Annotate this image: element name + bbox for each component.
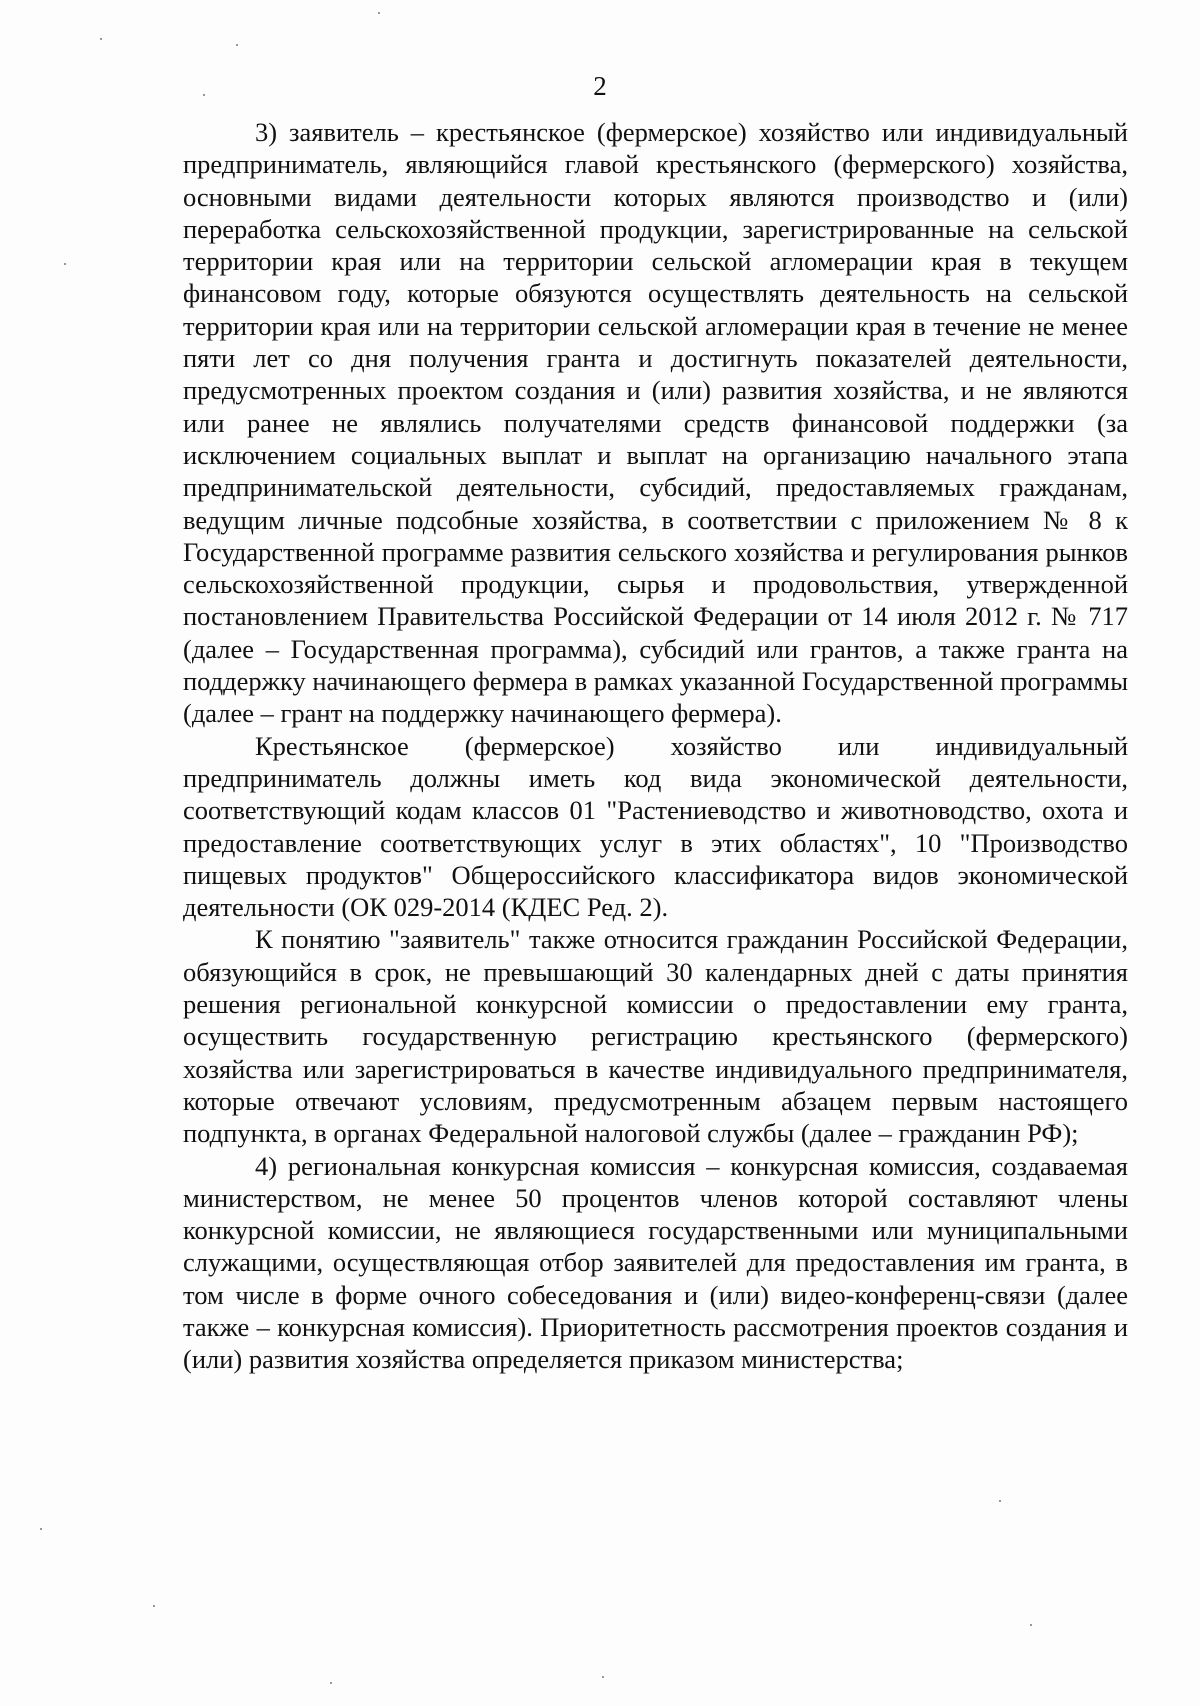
paragraph-applicant-citizen: К понятию "заявитель" также относится гражданин Российской Федерации, обязующийся в срок, не превышающий 30 календарных дней с даты принятия решения региональной конкурсной комиссии о предоставлении ему гранта, осуществить государственную регистрацию крестьянского (фермерского) хозяйства или зарегистрироваться в качестве индивидуального предпринимателя, которые отвечают условиям, предусмотренным абзацем первым настоящего подпункта, в органах Федеральной налоговой службы (далее – гражданин РФ); xyxy=(183,924,1128,1149)
scan-speck xyxy=(203,94,205,96)
scan-speck xyxy=(1030,1624,1032,1626)
scan-speck xyxy=(100,38,102,40)
paragraph-item-3-applicant: 3) заявитель – крестьянское (фермерское) хозяйство или индивидуальный предприниматель, являющийся главой крестьянского (фермерского) хозяйства, основными видами деятельности которых являются производство и (или) переработка сельскохозяйственной продукции, зарегистрированные на сельской территории края или на территории сельской агломерации края в текущем финансовом году, которые обязуются осуществлять деятельность на сельской территории края или на территории сельской агломерации края в течение не менее пяти лет со дня получения гранта и достигнуть показателей деятельности, предусмотренных проектом создания и (или) развития хозяйства, и не являются или ранее не являлись получателями средств финансовой поддержки (за исключением социальных выплат и выплат на организацию начального этапа предпринимательской деятельности, субсидий, предоставляемых гражданам, ведущим личные подсобные хозяйства, в соответствии с приложением № 8 к Государственной программе развития сельского хозяйства и регулирования рынков сельскохозяйственной продукции, сырья и продовольствия, утвержденной постановлением Правительства Российской Федерации от 14 июля 2012 г. № 717 (далее – Государственная программа), субсидий или грантов, а также гранта на поддержку начинающего фермера в рамках указанной Государственной программы (далее – грант на поддержку начинающего фермера). xyxy=(183,117,1129,729)
scan-speck xyxy=(153,1605,155,1607)
scan-speck xyxy=(64,263,66,265)
page-number: 2 xyxy=(593,71,607,101)
document-body xyxy=(183,116,1128,1376)
scan-speck xyxy=(999,1500,1001,1502)
paragraph-activity-code: Крестьянское (фермерское) хозяйство или индивидуальный предприниматель должны иметь код вида экономической деятельности, соответствующий кодам классов 01 "Растениеводство и животноводство, охота и предоставление соответствующих услуг в этих областях", 10 "Производство пищевых продуктов" Общероссийского классификатора видов экономической деятельности (ОК 029-2014 (КДЕС Ред. 2). xyxy=(183,730,1128,923)
scan-speck xyxy=(330,1682,332,1684)
scan-speck xyxy=(378,12,380,14)
paragraph-item-4-commission: 4) региональная конкурсная комиссия – конкурсная комиссия, создаваемая министерством, не менее 50 процентов членов которой составляют члены конкурсной комиссии, не являющиеся государственными или муниципальными служащими, осуществляющая отбор заявителей для предоставления им гранта, в том числе в форме очного собеседования и (или) видео-конференц-связи (далее также – конкурсная комиссия). Приоритетность рассмотрения проектов создания и (или) развития хозяйства определяется приказом министерства; xyxy=(183,1150,1128,1375)
scan-speck xyxy=(40,1528,42,1530)
scan-speck xyxy=(602,1676,604,1678)
scan-speck xyxy=(236,44,238,46)
